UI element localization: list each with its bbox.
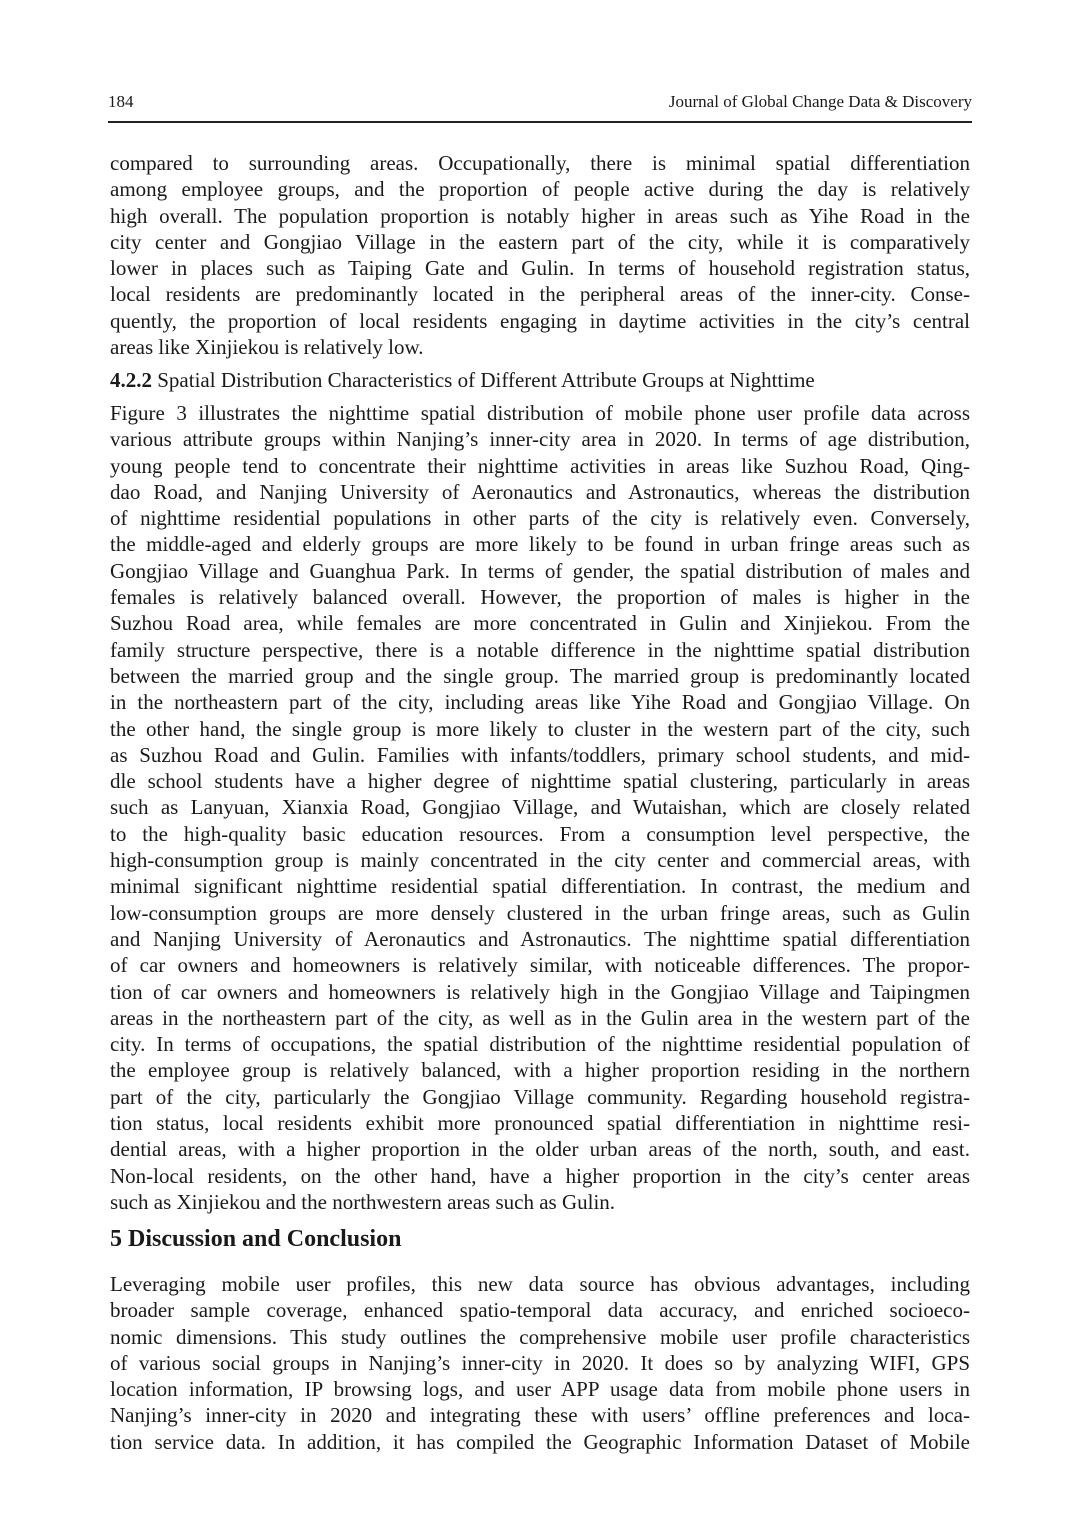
running-header [108, 92, 972, 112]
text-line: in the northeastern part of the city, including areas like Yihe Road and Gongjiao Village. On [110, 690, 970, 715]
text-line: to the high-quality basic education resources. From a consumption level perspective, the [110, 821, 970, 846]
text-line: part of the city, particularly the Gongjiao Village community. Regarding household registra- [110, 1084, 970, 1109]
text-line: tion of car owners and homeowners is relatively high in the Gongjiao Village and Taipingmen [110, 979, 970, 1004]
subsection-title: Spatial Distribution Characteristics of Different Attribute Groups at Nighttime [157, 368, 815, 392]
text-line: minimal significant nighttime residential spatial differentiation. In contrast, the medium and [110, 874, 970, 899]
page-number: 184 [108, 92, 134, 111]
text-line: of various social groups in Nanjing’s inner-city in 2020. It does so by analyzing WIFI, GPS [110, 1350, 970, 1375]
text-line: various attribute groups within Nanjing’s inner-city area in 2020. In terms of age distribution, [110, 427, 970, 452]
text-line: Leveraging mobile user profiles, this new data source has obvious advantages, including [110, 1272, 970, 1296]
text-line: between the married group and the single group. The married group is predominantly located [110, 663, 970, 688]
text-line: dao Road, and Nanjing University of Aeronautics and Astronautics, whereas the distribution [110, 479, 970, 504]
paragraph-age-occupation [110, 150, 970, 360]
text-line: Nanjing’s inner-city in 2020 and integrating these with users’ offline preferences and loca- [110, 1403, 970, 1428]
text-line: areas in the northeastern part of the city, as well as in the Gulin area in the western part of the [110, 1005, 970, 1030]
text-line: such as Lanyuan, Xianxia Road, Gongjiao Village, and Wutaishan, which are closely related [110, 795, 970, 820]
text-line: family structure perspective, there is a notable difference in the nighttime spatial distribution [110, 637, 970, 662]
text-line: dle school students have a higher degree of nighttime spatial clustering, particularly in areas [110, 769, 970, 794]
text-line: and Nanjing University of Aeronautics and Astronautics. The nighttime spatial differentiation [110, 926, 970, 951]
text-line: tion service data. In addition, it has compiled the Geographic Information Dataset of Mobile [110, 1429, 970, 1454]
text-line: of nighttime residential populations in other parts of the city is relatively even. Conversely, [110, 506, 970, 531]
text-line: Non-local residents, on the other hand, have a higher proportion in the city’s center areas [110, 1163, 970, 1188]
text-line: Gongjiao Village and Guanghua Park. In terms of gender, the spatial distribution of males and [110, 558, 970, 583]
text-line: areas like Xinjiekou is relatively low. [110, 335, 424, 360]
text-line: tion status, local residents exhibit more pronounced spatial differentiation in nighttime resi- [110, 1111, 970, 1136]
text-line: low-consumption groups are more densely clustered in the urban fringe areas, such as Gulin [110, 900, 970, 925]
text-line: such as Xinjiekou and the northwestern areas such as Gulin. [110, 1189, 616, 1214]
text-line: nomic dimensions. This study outlines the comprehensive mobile user profile characteristics [110, 1324, 970, 1349]
paragraph-nighttime [110, 400, 970, 1215]
journal-title: Journal of Global Change Data & Discovery [668, 92, 972, 111]
subsection-heading [110, 367, 815, 393]
text-line: Suzhou Road area, while females are more concentrated in Gulin and Xinjiekou. From the [110, 611, 970, 636]
text-line: lower in places such as Taiping Gate and Gulin. In terms of household registration status, [110, 256, 970, 281]
text-line: dential areas, with a higher proportion in the older urban areas of the north, south, and east. [110, 1137, 970, 1162]
text-line: the employee group is relatively balanced, with a higher proportion residing in the northern [110, 1058, 970, 1083]
text-line: females is relatively balanced overall. However, the proportion of males is higher in the [110, 585, 970, 610]
text-line: of car owners and homeowners is relatively similar, with noticeable differences. The propor- [110, 953, 970, 978]
text-line: broader sample coverage, enhanced spatio-temporal data accuracy, and enriched socioeco- [110, 1298, 970, 1323]
subsection-number: 4.2.2 [110, 368, 152, 392]
text-line: as Suzhou Road and Gulin. Families with infants/toddlers, primary school students, and mid- [110, 742, 970, 767]
text-line: location information, IP browsing logs, and user APP usage data from mobile phone users in [110, 1377, 970, 1402]
text-line: Figure 3 illustrates the nighttime spatial distribution of mobile phone user profile data across [110, 401, 970, 425]
text-line: city center and Gongjiao Village in the eastern part of the city, while it is comparatively [110, 229, 970, 254]
text-line: local residents are predominantly located in the peripheral areas of the inner-city. Conse- [110, 282, 970, 307]
paragraph-discussion [110, 1271, 970, 1455]
text-line: compared to surrounding areas. Occupationally, there is minimal spatial differentiation [110, 151, 970, 175]
text-line: young people tend to concentrate their nighttime activities in areas like Suzhou Road, Qing- [110, 453, 970, 478]
section-heading: 5 Discussion and Conclusion [110, 1226, 402, 1252]
text-line: high-consumption group is mainly concentrated in the city center and commercial areas, with [110, 848, 970, 873]
text-line: high overall. The population proportion is notably higher in areas such as Yihe Road in the [110, 203, 970, 228]
text-line: quently, the proportion of local residents engaging in daytime activities in the city’s central [110, 308, 970, 333]
text-line: the middle-aged and elderly groups are more likely to be found in urban fringe areas such as [110, 532, 970, 557]
text-line: city. In terms of occupations, the spatial distribution of the nighttime residential population of [110, 1032, 970, 1057]
header-rule [108, 121, 972, 123]
text-line: the other hand, the single group is more likely to cluster in the western part of the city, such [110, 716, 970, 741]
text-line: among employee groups, and the proportion of people active during the day is relatively [110, 177, 970, 202]
